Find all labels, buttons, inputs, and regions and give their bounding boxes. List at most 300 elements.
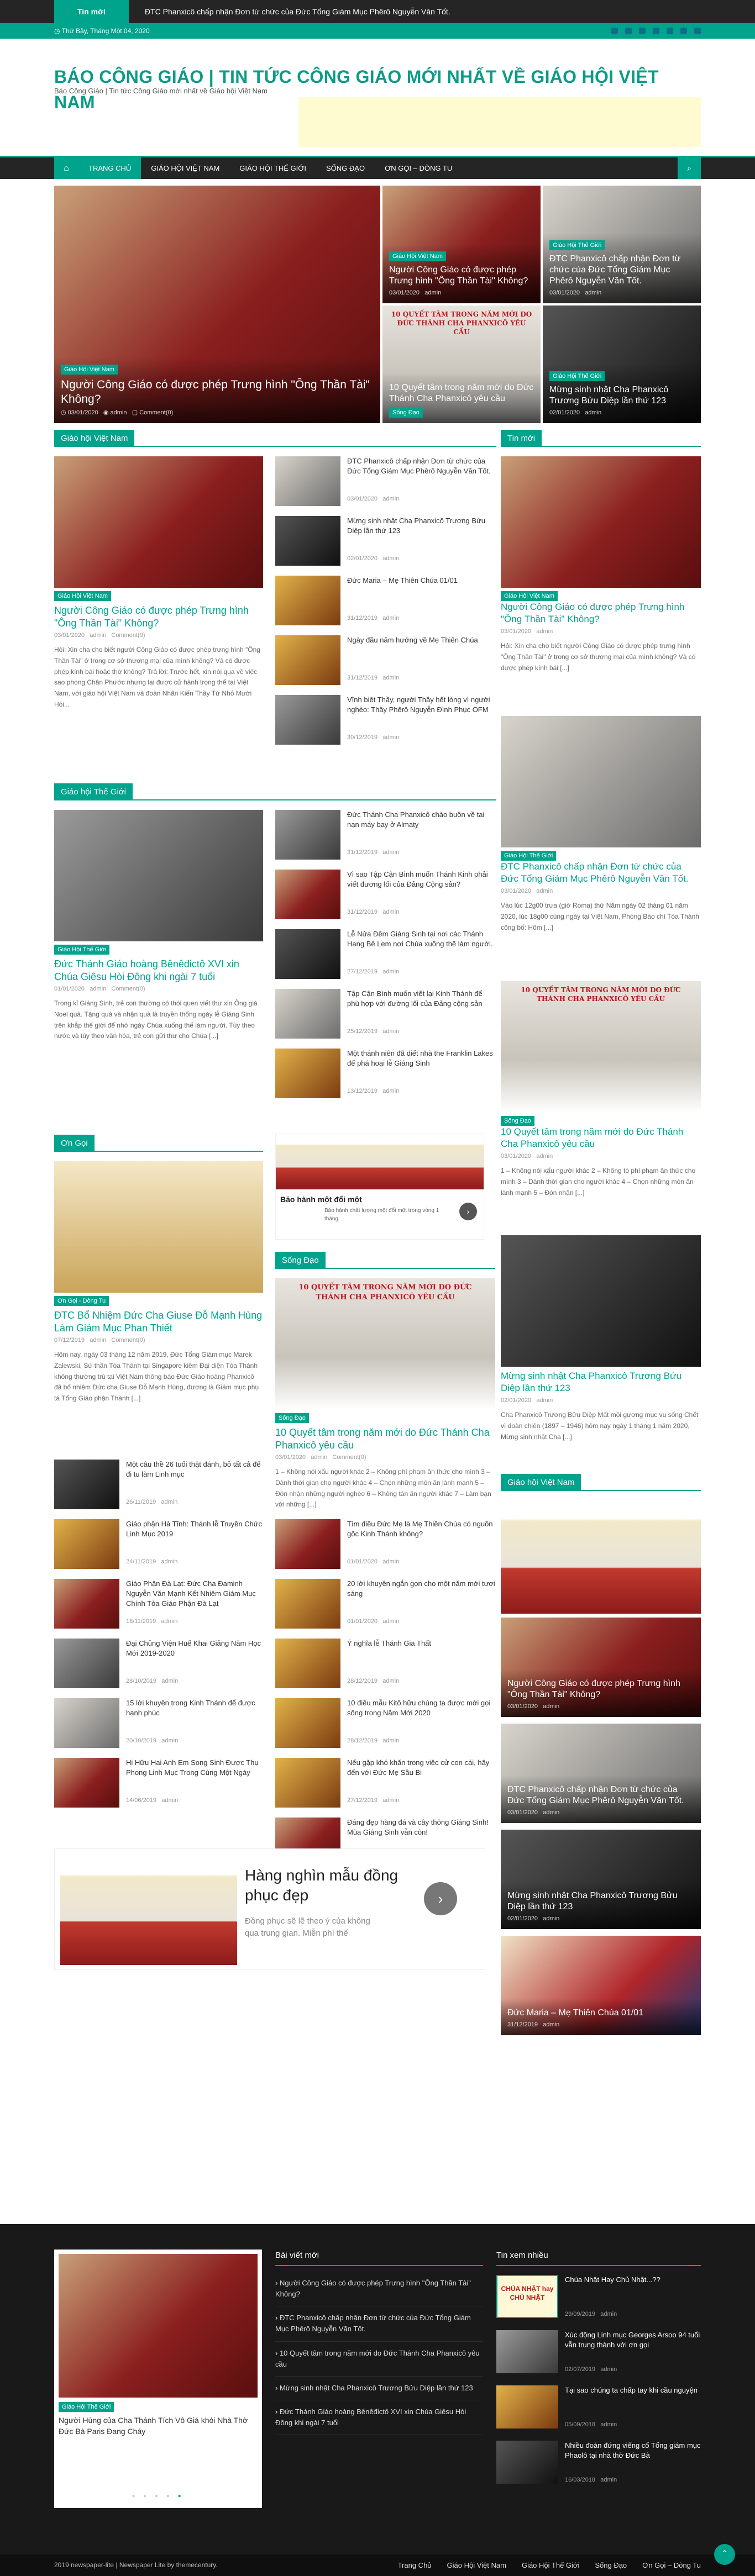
footer-latest — [275, 2250, 483, 2435]
item-author: admin — [382, 1088, 400, 1095]
item-title[interactable]: Nếu gặp khó khăn trong việc cử con cái, hãy đến với Đức Mẹ Sầu Bi — [347, 1758, 490, 1777]
sidebar-post-image[interactable] — [501, 716, 701, 847]
nav-vocation[interactable]: ƠN GỌI – DÒNG TU — [385, 164, 453, 172]
item-author: admin — [161, 1499, 178, 1506]
header-ad[interactable] — [298, 97, 701, 147]
lead-author: admin — [90, 632, 107, 639]
sidebar-card-title[interactable]: ĐTC Phanxicô chấp nhận Đơn từ chức của Đức Tổng Giám Mục Phêrô Nguyễn Văn Tốt. — [507, 1785, 684, 1806]
item-title[interactable]: Xúc động Linh mục Georges Arsoo 94 tuổi vẫn trung thành với ơn gọi — [565, 2331, 700, 2350]
thumb[interactable] — [54, 1758, 119, 1808]
site-description: Báo Công Giáo | Tin tức Công Giáo mới nhất về Giáo hội Việt Nam — [54, 87, 268, 95]
item-date: 24/11/2019 — [126, 1558, 156, 1566]
vimeo-icon[interactable] — [680, 28, 687, 34]
lead-date: 07/12/2019 — [54, 1337, 85, 1344]
chevron-right-icon[interactable]: › — [459, 1203, 477, 1220]
item-author: admin — [161, 1737, 179, 1745]
list-item[interactable] — [54, 1758, 263, 1811]
list-item[interactable] — [275, 1698, 495, 1751]
sidebar-card[interactable] — [501, 1830, 701, 1929]
google-plus-icon[interactable] — [639, 28, 646, 34]
home-icon[interactable]: ⌂ — [54, 157, 78, 179]
ad-title[interactable]: Hàng nghìn mẫu đồng phục đẹp — [245, 1867, 399, 1904]
thumb[interactable] — [275, 1698, 340, 1748]
thumb-text: CHÚA NHẬT hay CHỦ NHẬT — [501, 2285, 554, 2301]
thumb[interactable] — [275, 635, 340, 685]
item-author: admin — [600, 2366, 617, 2373]
lead-article — [54, 1161, 263, 1404]
thumb[interactable] — [275, 576, 340, 625]
item-title[interactable]: Đại Chủng Viện Huế Khai Giảng Năm Học Mới 2019-2020 — [126, 1639, 261, 1658]
item-date: 31/12/2019 — [347, 849, 378, 856]
bottom-nav-link[interactable]: Trang Chủ — [397, 2561, 432, 2569]
lead-tag[interactable]: Giáo Hội Việt Nam — [54, 591, 111, 601]
sidebar-post-date: 03/01/2020 — [501, 1153, 532, 1160]
item-date: 13/12/2019 — [347, 1088, 378, 1095]
list-item[interactable] — [54, 1639, 263, 1692]
section-faith — [275, 1251, 495, 1837]
article-list — [275, 456, 495, 755]
primary-column — [54, 429, 496, 1981]
sidebar-post-author: admin — [536, 888, 553, 895]
popular-item[interactable] — [496, 2441, 701, 2496]
section-world — [54, 782, 496, 1095]
thumb[interactable] — [496, 2441, 558, 2484]
item-title[interactable]: Tập Cận Bình muốn viết lại Kinh Thánh để phù hợp với đường lối của Đảng cộng sản — [347, 989, 483, 1008]
poster-text: 10 QUYẾT TÂM TRONG NĂM MỚI DO ĐỨC THÁNH CHA PHANXICÔ YÊU CẦU — [298, 1283, 472, 1302]
item-date: 27/12/2019 — [347, 968, 378, 976]
sidebar-post-title[interactable]: Người Công Giáo có được phép Trưng hình "Ông Thần Tài" Không? — [501, 602, 685, 625]
item-date: 02/01/2020 — [347, 555, 378, 562]
item-title[interactable]: Tìm điều Đức Mẹ là Mẹ Thiên Chúa có nguồn gốc Kinh Thánh không? — [347, 1520, 493, 1539]
thumb[interactable] — [275, 929, 340, 979]
item-title[interactable]: Hi Hữu Hai Anh Em Song Sinh Được Thụ Phong Linh Mục Trong Cùng Một Ngày — [126, 1758, 259, 1777]
hero-cell-tag[interactable]: Giáo Hội Thế Giới — [549, 240, 605, 250]
sidebar-card-author: admin — [543, 1915, 560, 1922]
thumb[interactable] — [275, 989, 340, 1039]
ticker-headline[interactable]: ĐTC Phanxicô chấp nhận Đơn từ chức của Đức Tổng Giám Mục Phêrô Nguyễn Văn Tốt. — [145, 7, 450, 16]
item-date: 26/11/2019 — [126, 1499, 156, 1506]
popular-item[interactable] — [496, 2275, 701, 2330]
sidebar-post — [501, 981, 701, 1199]
sidebar-card[interactable] — [501, 1618, 701, 1717]
lead-comments: Comment(0) — [332, 1454, 366, 1461]
item-title[interactable]: Giáo phận Hà Tĩnh: Thánh lễ Truyền Chức Linh Mục 2019 — [126, 1520, 262, 1539]
site-title[interactable]: BÁO CÔNG GIÁO | TIN TỨC CÔNG GIÁO MỚI NHẤT VỀ GIÁO HỘI VIỆT NAM — [54, 67, 659, 113]
sidebar-post-title[interactable]: Mừng sinh nhật Cha Phanxicô Trương Bửu Diệp lần thứ 123 — [501, 1371, 681, 1394]
sidebar-post-excerpt: Cha Phanxicô Trương Bửu Diệp Mất mồi gương mục vụ sống Chết vì đoàn chiên (1897 – 1946) hôm nay ngày 1 tháng 1 năm 2020, Mừng sinh nhật Cha [...] — [501, 1411, 699, 1441]
lead-excerpt: Hôm nay, ngày 03 tháng 12 năm 2019, Đức Tổng Giám mục Marek Zalewski, Sứ thần Tòa Thánh tại Singapore kiêm Đại diện Tòa Thánh không thường trú tại Việt Nam thông báo Đức Giáo hoàng Phanxicô đã bổ nhiệm Đức cha Giuse Đỗ Mạnh Hùng, đương là Giám mục phụ tá Tổng Giáo phận Thành [...] — [54, 1350, 259, 1403]
item-date: 02/07/2019 — [565, 2366, 596, 2373]
list-item[interactable] — [54, 1460, 263, 1513]
item-date: 25/12/2019 — [347, 1028, 378, 1035]
footer-link[interactable]: › 10 Quyết tâm trong năm mới do Đức Thánh Cha Phanxicô yêu cầu — [275, 2342, 483, 2377]
sidebar-card-author: admin — [543, 2021, 560, 2029]
thumb[interactable] — [496, 2330, 558, 2373]
list-item[interactable] — [275, 576, 495, 629]
lead-excerpt: Trong kỉ Giáng Sinh, trẻ con thường có thói quen viết thư xin Ông già Noel quà. Tặng quà và nhận quà là truyền thống ngày lễ Giáng Sinh trên khắp thế giới để nhớ ngày Chúa xuống thế làm người. Tùy theo nước và tùy theo văn hóa, trẻ con gửi thư cho Chúa [...] — [54, 999, 258, 1040]
footer-slider — [54, 2250, 262, 2508]
footer-link[interactable]: › Đức Thánh Giáo hoàng Bênêđictô XVI xin Chúa Giêsu Hòi Đông khi ngài 7 tuổi — [275, 2400, 483, 2435]
item-author: admin — [382, 968, 400, 976]
item-title[interactable]: Một thánh niên đã diết nhà the Franklin Lakes để phá hoại lễ Giáng Sinh — [347, 1049, 493, 1068]
sidebar-post-tag[interactable]: Giáo Hội Việt Nam — [501, 591, 558, 601]
section-vocation — [54, 1134, 263, 1804]
ticker-label: Tin mới — [54, 0, 129, 23]
lead-title[interactable]: Đức Thánh Giáo hoàng Bênêđictô XVI xin Chúa Giêsu Hòi Đông khi ngài 7 tuổi — [54, 958, 239, 982]
slider-image[interactable] — [59, 2254, 258, 2398]
lead-image[interactable] — [54, 810, 263, 941]
item-title[interactable]: Vì sao Tập Cận Bình muốn Thánh Kinh phải viết đương lối của Đảng Cộng sản? — [347, 870, 488, 889]
item-title[interactable]: 20 lời khuyên ngắn gọn cho một năm mới tươi sáng — [347, 1579, 495, 1598]
section-heading — [54, 1134, 263, 1152]
thumb[interactable] — [275, 456, 340, 506]
lead-author: admin — [90, 1337, 107, 1344]
section-heading-text[interactable]: Giáo hội Việt Nam — [54, 430, 134, 447]
thumb[interactable] — [496, 2275, 558, 2318]
list-item[interactable] — [275, 516, 495, 569]
sidebar-card[interactable] — [501, 1936, 701, 2035]
hero-main[interactable] — [54, 186, 380, 423]
nav-world[interactable]: GIÁO HỘI THẾ GIỚI — [239, 164, 306, 172]
sidebar-post-title[interactable]: 10 Quyết tâm trong năm mới do Đức Thánh Cha Phanxicô yêu cầu — [501, 1126, 684, 1150]
item-date: 16/03/2018 — [565, 2477, 596, 2484]
hero-cell[interactable] — [382, 186, 541, 303]
sidebar-heading-text[interactable]: Tin mới — [501, 430, 542, 447]
item-date: 28/12/2019 — [347, 1737, 378, 1745]
list-item[interactable] — [275, 1639, 495, 1692]
sidebar-post-date: 03/01/2020 — [501, 888, 532, 895]
bottom-nav-link[interactable]: Sống Đạo — [595, 2561, 627, 2569]
sidebar-card[interactable] — [501, 1724, 701, 1823]
slider-dots[interactable]: ● ● ● ● ● — [132, 2493, 185, 2499]
list-item[interactable] — [54, 1519, 263, 1572]
item-author: admin — [161, 1618, 178, 1625]
item-author: admin — [382, 849, 400, 856]
item-date: 30/12/2019 — [347, 734, 378, 741]
footer-heading-text: Tin xem nhiều — [496, 2250, 548, 2266]
sidebar-heading — [501, 429, 701, 447]
item-date: 14/06/2019 — [126, 1797, 157, 1804]
thumb[interactable] — [54, 1639, 119, 1688]
thumb[interactable] — [275, 1049, 340, 1098]
footer-link[interactable]: › Người Công Giáo có được phép Trưng hình "Ông Thần Tài" Không? — [275, 2272, 483, 2306]
hero-cell-date: 03/01/2020 — [549, 289, 580, 297]
popular-item[interactable] — [496, 2330, 701, 2385]
item-author: admin — [161, 1797, 179, 1804]
item-title[interactable]: Mừng sinh nhật Cha Phanxicô Trương Bửu Diệp lần thứ 123 — [347, 517, 485, 535]
section-heading-text[interactable]: Ơn Gọi — [54, 1135, 95, 1152]
item-author: admin — [382, 1558, 400, 1566]
item-author: admin — [161, 1678, 179, 1685]
footer — [0, 2224, 755, 2554]
thumb[interactable] — [275, 1519, 340, 1569]
sidebar-card-title[interactable]: Mừng sinh nhật Cha Phanxicô Trương Bửu Diệp lần thứ 123 — [507, 1891, 678, 1912]
item-title[interactable]: Ngày đầu năm hướng về Mẹ Thiên Chúa — [347, 636, 478, 644]
lead-comments: Comment(0) — [111, 1337, 145, 1344]
article-list — [54, 1460, 263, 1824]
lead-title[interactable]: Người Công Giáo có được phép Trưng hình "Ông Thần Tài" Không? — [54, 605, 249, 629]
sidebar-post — [501, 1235, 701, 1443]
item-title[interactable]: Đáng đẹp hàng đá và cây thông Giáng Sinh! Mùa Giáng Sinh vẫn còn! — [347, 1818, 489, 1837]
poster-text: 10 QUYẾT TÂM TRONG NĂM MỚI DO ĐỨC THÁNH CHA PHANXICÔ YÊU CẦU — [521, 986, 681, 1003]
item-title[interactable]: Một câu thề 26 tuổi thật đánh, bỏ tất cả để đi tu làm Linh mục — [126, 1460, 261, 1479]
thumb[interactable] — [54, 1519, 119, 1569]
hero-main-tag[interactable]: Giáo Hội Việt Nam — [61, 365, 118, 375]
hero-cell[interactable] — [543, 186, 701, 303]
sidebar-card-author: admin — [543, 1703, 560, 1710]
twitter-icon[interactable] — [625, 28, 632, 34]
item-date: 05/09/2018 — [565, 2421, 596, 2429]
list-item[interactable] — [275, 810, 495, 863]
lead-date: 03/01/2020 — [54, 632, 85, 639]
bottom-nav-link[interactable]: Giáo Hội Việt Nam — [447, 2561, 506, 2569]
ad-image[interactable] — [60, 1855, 237, 1965]
item-title[interactable]: Lễ Nửa Đêm Giáng Sinh tại nơi các Thánh Hang Bê Lem nơi Chúa xuống thế làm người. — [347, 930, 493, 949]
hero-cell-tag[interactable]: Sống Đạo — [389, 408, 423, 418]
lead-tag[interactable]: Ơn Gọi - Dòng Tu — [54, 1296, 109, 1306]
item-date: 20/10/2019 — [126, 1737, 157, 1745]
item-title[interactable]: ĐTC Phanxicô chấp nhận Đơn từ chức của Đức Tổng Giám Mục Phêrô Nguyễn Văn Tốt. — [347, 457, 491, 476]
lead-image[interactable] — [275, 1278, 495, 1410]
item-author: admin — [382, 1737, 400, 1745]
hero-main-date: 03/01/2020 — [67, 409, 98, 417]
lead-image[interactable] — [54, 1161, 263, 1293]
sidebar-post-author: admin — [536, 1153, 553, 1160]
sidebar-card-date: 03/01/2020 — [507, 1809, 538, 1816]
hero-cell-date: 03/01/2020 — [389, 289, 420, 297]
item-title[interactable]: Chúa Nhật Hay Chủ Nhật...?? — [565, 2275, 660, 2284]
linkedin-icon[interactable] — [653, 28, 659, 34]
footer-heading — [275, 2250, 483, 2266]
date-text: Thứ Bảy, Tháng Một 04, 2020 — [61, 27, 150, 35]
ad-title[interactable]: Bảo hành một đổi một — [280, 1195, 362, 1204]
hero-cell-title[interactable]: Mừng sinh nhật Cha Phanxicô Trương Bửu Diệp lần thứ 123 — [549, 385, 669, 406]
item-author: admin — [161, 1558, 178, 1566]
sidebar-post-author: admin — [536, 628, 553, 635]
item-title[interactable]: Đức Thánh Cha Phanxicô chào buồn về tai nạn máy bay ở Almaty — [347, 810, 485, 829]
sidebar-post-title[interactable]: ĐTC Phanxicô chấp nhận Đơn từ chức của Đức Tổng Giám Mục Phêrô Nguyễn Văn Tốt. — [501, 861, 689, 884]
date-bar — [0, 23, 755, 39]
lead-excerpt: Hỏi: Xin cha cho biết người Công Giáo có được phép trưng hình "Ông Thần Tài" ở trong cơ sở thương mại của mình không? Và có được phép kính bái hoặc thờ không? Trả lời: Trước hết, xin nói qua về việc sao phong Chân Phước nhưng lại được cử hành trọng thể tại Việt Nam, với giáo hội Việt Nam và đoàn Nhân Kiến Thầy Từ Nhỏ Mười Hỏi... — [54, 645, 260, 708]
hero-main-title[interactable]: Người Công Giáo có được phép Trưng hình "Ông Thần Tài" Không? — [61, 378, 370, 405]
list-item[interactable] — [275, 1758, 495, 1811]
nav-faith[interactable]: SỐNG ĐẠO — [326, 164, 365, 172]
popular-item[interactable] — [496, 2385, 701, 2441]
sidebar-post-excerpt: Vào lúc 12g00 trưa (giờ Roma) thứ Năm ngày 02 tháng 01 năm 2020, lúc 18g00 cùng ngày tại Việt Nam, Phòng Báo chí Tòa Thánh công bố: Hôm [...] — [501, 902, 699, 931]
facebook-icon[interactable] — [611, 28, 618, 34]
bottom-nav — [398, 2554, 701, 2576]
section-vietnam — [54, 429, 496, 741]
thumb[interactable] — [275, 516, 340, 566]
lead-date: 01/01/2020 — [54, 986, 85, 992]
item-date: 28/10/2019 — [126, 1678, 157, 1685]
social-links — [611, 23, 701, 39]
poster-text: 10 QUYẾT TÂM TRONG NĂM MỚI DO ĐỨC THÁNH CHA PHANXICÔ YÊU CẦU — [391, 310, 532, 336]
thumb[interactable] — [275, 1639, 340, 1688]
item-date: 18/11/2019 — [126, 1618, 156, 1625]
footer-heading — [496, 2250, 701, 2266]
ad-image[interactable] — [276, 1134, 484, 1189]
list-item[interactable] — [54, 1698, 263, 1751]
thumb[interactable] — [275, 810, 340, 860]
sidebar-post-tag[interactable]: Sống Đạo — [501, 1116, 534, 1126]
list-item[interactable] — [275, 1579, 495, 1632]
hero-cell-title[interactable]: Người Công Giáo có được phép Trưng hình "Ông Thần Tài" Không? — [389, 265, 528, 286]
footer-popular — [496, 2250, 701, 2496]
thumb[interactable] — [54, 1698, 119, 1748]
user-icon: ◉ — [103, 409, 111, 417]
lead-image[interactable] — [54, 456, 263, 588]
thumb[interactable] — [54, 1579, 119, 1629]
thumb[interactable] — [275, 695, 340, 745]
item-title[interactable]: 15 lời khuyên trong Kinh Thánh để được hạnh phúc — [126, 1699, 255, 1718]
sidebar-card-title[interactable]: Đức Maria – Mẹ Thiên Chúa 01/01 — [507, 2008, 644, 2018]
list-item[interactable] — [275, 929, 495, 982]
hero-grid — [54, 186, 701, 423]
sidebar-post — [501, 456, 701, 674]
lead-author: admin — [90, 986, 107, 992]
item-author: admin — [382, 1678, 400, 1685]
hero-cell-title[interactable]: ĐTC Phanxicô chấp nhận Đơn từ chức của Đức Tổng Giám Mục Phêrô Nguyễn Văn Tốt. — [549, 254, 681, 286]
hero-cell-author: admin — [585, 409, 602, 417]
sidebar-card-author: admin — [543, 1809, 560, 1816]
lead-title[interactable]: 10 Quyết tâm trong năm mới do Đức Thánh Cha Phanxicô yêu cầu — [275, 1427, 490, 1451]
item-date: 28/12/2019 — [347, 1678, 378, 1685]
sidebar-post-tag[interactable]: Giáo Hội Thế Giới — [501, 851, 556, 861]
main-nav — [0, 156, 755, 179]
item-author: admin — [600, 2477, 617, 2484]
item-author: admin — [382, 615, 400, 622]
lead-tag[interactable]: Giáo Hội Thế Giới — [54, 945, 109, 955]
sidebar-vn-widget — [501, 1473, 701, 2029]
lead-author: admin — [311, 1454, 328, 1461]
list-item[interactable] — [275, 456, 495, 509]
sidebar-post-image[interactable] — [501, 981, 701, 1113]
thumb[interactable] — [496, 2385, 558, 2429]
item-author: admin — [382, 555, 400, 562]
nav-home[interactable]: TRANG CHỦ — [78, 157, 141, 179]
item-author: admin — [382, 1618, 400, 1625]
lead-excerpt: 1 – Không nói xấu người khác 2 – Không phí phạm ăn thức cho mình 3 – Dành thời gian cho người khác 4 – Chọn những món ăn lành mạnh 5 – Đón nhận những người nghèo 6 – Không tán ăn người khác 7 – Làm bạn với những [...] — [275, 1467, 491, 1509]
item-title[interactable]: 10 điều mẫu Kitô hữu chúng ta được mời gọi sống trong Năm Mới 2020 — [347, 1699, 491, 1718]
sidebar-card-date: 31/12/2019 — [507, 2021, 538, 2029]
item-title[interactable]: Ý nghĩa lễ Thánh Gia Thất — [347, 1639, 432, 1647]
article-list — [275, 810, 495, 1108]
current-date — [54, 23, 150, 39]
lead-article — [275, 1278, 495, 1510]
bottom-nav-link[interactable]: Ơn Gọi – Dòng Tu — [642, 2561, 701, 2569]
item-author: admin — [382, 909, 400, 916]
sidebar-post — [501, 716, 701, 934]
list-item[interactable] — [275, 870, 495, 923]
hero-cell-title[interactable]: 10 Quyết tâm trong năm mới do Đức Thánh Cha Phanxicô yêu cầu — [389, 383, 534, 403]
search-icon[interactable]: ⌕ — [678, 157, 701, 179]
nav-vietnam[interactable]: GIÁO HỘI VIỆT NAM — [151, 164, 220, 172]
item-title[interactable]: Vĩnh biệt Thầy, người Thầy hết lòng vì người nghèo: Thầy Phêrô Nguyễn Đình Phục OFM — [347, 696, 490, 714]
section-heading — [54, 782, 496, 800]
hero-cell-author: admin — [424, 289, 442, 297]
hero-cell[interactable] — [382, 305, 541, 423]
item-author: admin — [600, 2311, 617, 2318]
thumb[interactable] — [54, 1460, 119, 1509]
sidebar-card-date: 02/01/2020 — [507, 1915, 538, 1922]
hero-cell-tag[interactable]: Giáo Hội Thế Giới — [549, 371, 605, 381]
sidebar-post-image[interactable] — [501, 1235, 701, 1367]
sidebar-heading-text[interactable]: Giáo hội Việt Nam — [501, 1474, 581, 1491]
item-author: admin — [382, 734, 400, 741]
list-item[interactable] — [275, 1519, 495, 1572]
slider-title[interactable]: Người Hùng của Cha Thánh Tích Vô Giá khỏi Nhà Thờ Đức Bà Paris Đang Cháy — [59, 2416, 248, 2436]
footer-link[interactable]: › Mừng sinh nhật Cha Phanxicô Trương Bửu Diệp lần thứ 123 — [275, 2377, 483, 2400]
footer-heading-text: Bài viết mới — [275, 2250, 319, 2266]
item-title[interactable]: Nhiều đoàn đứng viếng cố Tổng giám mục Phaolô tại nhà thờ Đức Bà — [565, 2441, 701, 2460]
hero-cell-author: admin — [585, 289, 602, 297]
thumb[interactable] — [275, 870, 340, 919]
item-date: 29/09/2019 — [565, 2311, 596, 2318]
section-heading-text[interactable]: Giáo hội Thế Giới — [54, 783, 133, 800]
list-item[interactable] — [275, 989, 495, 1042]
item-author: admin — [382, 496, 400, 503]
item-title[interactable]: Đức Maria – Mẹ Thiên Chúa 01/01 — [347, 576, 458, 584]
lead-title[interactable]: ĐTC Bổ Nhiệm Đức Cha Giuse Đỗ Mạnh Hùng Làm Giám Mục Phan Thiết — [54, 1310, 263, 1334]
ticker-bar — [0, 0, 755, 23]
arrow-up-icon[interactable]: ⌃ — [714, 2544, 735, 2565]
thumb[interactable] — [275, 1579, 340, 1629]
lead-comments: Comment(0) — [111, 632, 145, 639]
sidebar-card-title[interactable]: Người Công Giáo có được phép Trưng hình "Ông Thần Tài" Không? — [507, 1679, 680, 1700]
slider-tag[interactable]: Giáo Hội Thế Giới — [59, 2402, 114, 2412]
item-date: 01/01/2020 — [347, 1618, 378, 1625]
chevron-right-icon[interactable]: › — [424, 1882, 457, 1915]
ad-big[interactable] — [54, 1848, 485, 1970]
item-date: 31/12/2019 — [347, 909, 378, 916]
list-item[interactable] — [275, 635, 495, 688]
lead-article — [54, 456, 263, 710]
main-content — [54, 429, 701, 2029]
ad-small[interactable] — [275, 1134, 484, 1240]
item-date: 31/12/2019 — [347, 675, 378, 682]
list-item[interactable] — [275, 1049, 495, 1102]
item-date: 31/12/2019 — [347, 615, 378, 622]
item-title[interactable]: Giáo Phận Đà Lạt: Đức Cha Đaminh Nguyễn Văn Mạnh Kết Nhiệm Giám Mục Chính Tòa Giáo Phận Đà Lạt — [126, 1579, 256, 1608]
section-heading-text[interactable]: Sống Đạo — [275, 1252, 326, 1269]
youtube-icon[interactable] — [667, 28, 673, 34]
sidebar-post-date: 02/01/2020 — [501, 1397, 532, 1404]
hero-cell[interactable] — [543, 305, 701, 423]
item-date: 01/01/2020 — [347, 1558, 378, 1566]
item-author: admin — [382, 1028, 400, 1035]
sidebar-card-date: 03/01/2020 — [507, 1703, 538, 1710]
list-item[interactable] — [54, 1579, 263, 1632]
item-author: admin — [382, 675, 400, 682]
item-author: admin — [600, 2421, 617, 2429]
section-heading — [275, 1251, 495, 1269]
hero-cell-tag[interactable]: Giáo Hội Việt Nam — [389, 251, 446, 261]
sidebar-post-image[interactable] — [501, 456, 701, 588]
sidebar-ad-image[interactable] — [501, 1498, 701, 1614]
item-title[interactable]: Tại sao chúng ta chấp tay khi cầu nguyện — [565, 2386, 698, 2394]
calendar-icon: ◷ — [61, 409, 68, 417]
thumb[interactable] — [275, 1758, 340, 1808]
item-date: 27/12/2019 — [347, 1797, 378, 1804]
lead-tag[interactable]: Sống Đạo — [275, 1413, 309, 1423]
list-item[interactable] — [275, 695, 495, 748]
comment-icon: ▢ — [132, 409, 140, 417]
pinterest-icon[interactable] — [694, 28, 701, 34]
footer-link[interactable]: › ĐTC Phanxicô chấp nhận Đơn từ chức của Đức Tổng Giám Mục Phêrô Nguyễn Văn Tốt. — [275, 2306, 483, 2341]
lead-comments: Comment(0) — [111, 986, 145, 992]
bottom-nav-link[interactable]: Giáo Hội Thế Giới — [521, 2561, 580, 2569]
